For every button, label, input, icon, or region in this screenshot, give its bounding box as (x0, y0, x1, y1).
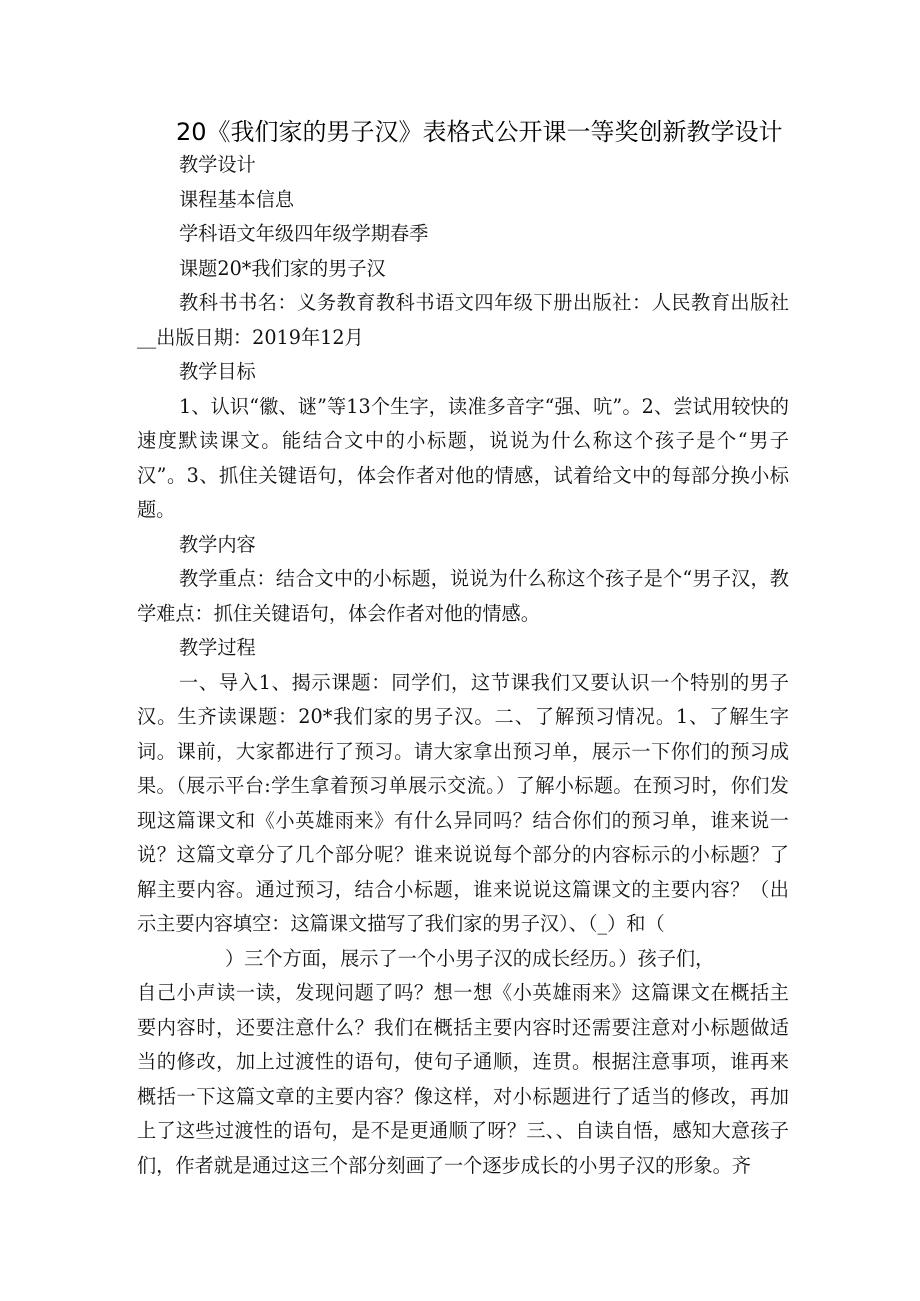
objectives-text: 1、认识“徽、谜”等13个生字，读准多音字“强、吭”。2、尝试用较快的速度默读课文。能结合文中的小标题，说说为什么称这个孩子是个“男子汉”。3、抓住关键语句，体会作者对他的情感，试着给文中的每部分换小标题。 (137, 394, 789, 521)
textbook-info: 教科书书名：义务教育教科书语文四年级下册出版社：人民教育出版社__出版日期：2019年12月 (137, 291, 789, 349)
document-body (137, 148, 789, 1183)
heading-course-info: 课程基本信息 (179, 187, 295, 211)
heading-objectives: 教学目标 (179, 360, 256, 383)
process-text-part2: ）三个方面，展示了一个小男子汉的成长经历。）孩子们， (225, 946, 715, 970)
lesson-topic: 课题20*我们家的男子汉 (179, 256, 386, 280)
document-title: 20《我们家的男子汉》表格式公开课一等奖创新教学设计 (176, 118, 783, 146)
heading-teaching-design: 教学设计 (179, 153, 256, 176)
key-points-text: 教学重点：结合文中的小标题，说说为什么称这个孩子是个“男子汉，教学难点：抓住关键语句，体会作者对他的情感。 (137, 567, 789, 625)
process-text-part1: 一、导入1、揭示课题：同学们，这节课我们又要认识一个特别的男子汉。生齐读课题：20*我们家的男子汉。二、了解预习情况。1、了解生字词。课前，大家都进行了预习。请大家拿出预习单，展示一下你们的预习成果。（展示平台:学生拿着预习单展示交流。）了解小标题。在预习时，你们发现这篇课文和《小英雄雨来》有什么异同吗？结合你们的预习单，谁来说一说？这篇文章分了几个部分呢？谁来说说每个部分的内容标示的小标题？了解主要内容。通过预习，结合小标题，谁来说说这篇课文的主要内容？（出示主要内容填空：这篇课文描写了我们家的男子汉）、（_）和（ (137, 670, 789, 935)
process-text-part3: 自己小声读一读，发现问题了吗？想一想《小英雄雨来》这篇课文在概括主要内容时，还要注意什么？我们在概括主要内容时还需要注意对小标题做适当的修改，加上过渡性的语句，使句子通顺，连贯。根据注意事项，谁再来概括一下这篇文章的主要内容？像这样，对小标题进行了适当的修改，再加上了这些过渡性的语句，是不是更通顺了呀？三、、自读自悟，感知大意孩子们，作者就是通过这三个部分刻画了一个逐步成长的小男子汉的形象。齐 (137, 981, 789, 1177)
heading-content: 教学内容 (179, 532, 256, 556)
subject-grade-term: 学科语文年级四年级学期春季 (179, 222, 429, 245)
heading-process: 教学过程 (179, 636, 256, 659)
